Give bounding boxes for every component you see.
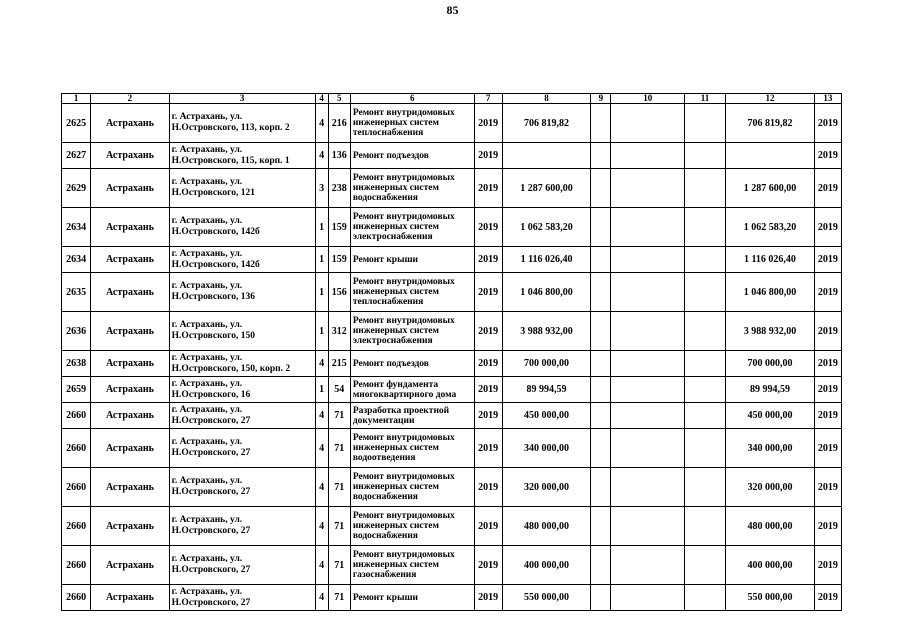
work-type-line: теплоснабжения [352,297,424,307]
table-row [62,377,842,403]
total-cost-cell: 320 000,00 [502,468,591,507]
col-11-cell [684,351,725,377]
work-type-line: газоснабжения [352,570,417,580]
address-line: Н.Островского, 27 [171,526,251,536]
plan-year-cell: 2019 [474,169,502,208]
address-cell [169,104,315,143]
table-row [62,169,842,208]
total-cost-cell: 340 000,00 [502,429,591,468]
work-type-line: инженерных систем [352,287,439,297]
address-line: Н.Островского, 27 [171,448,251,458]
total-cost-cell: 1 287 600,00 [502,169,591,208]
column-header-11: 11 [684,94,725,104]
fund-cost-cell: 1 287 600,00 [726,169,815,208]
municipality-cell: Астрахань [91,208,170,247]
municipality-cell: Астрахань [91,312,170,351]
col-11-cell [684,247,725,273]
apartments-cell: 156 [328,273,350,312]
col-10-cell [611,468,684,507]
col-11-cell [684,546,725,585]
address-line: Н.Островского, 16 [171,389,251,400]
object-id-cell: 2636 [62,312,91,351]
column-header-9: 9 [591,94,611,104]
work-type-line: Ремонт фундамента [352,379,439,390]
column-header-4: 4 [315,94,328,104]
col-10-cell [611,377,684,403]
apartments-cell: 159 [328,247,350,273]
building-class-cell: 1 [315,208,328,247]
column-header-7: 7 [474,94,502,104]
completion-year-cell: 2019 [814,507,841,546]
fund-cost-cell: 89 994,59 [726,377,815,403]
plan-year-cell: 2019 [474,429,502,468]
completion-year-cell: 2019 [814,143,841,169]
total-cost-cell [502,143,591,169]
address-line: Н.Островского, 27 [171,487,251,497]
object-id-cell: 2634 [62,208,91,247]
page-number: 85 [446,3,459,17]
plan-year-cell: 2019 [474,403,502,429]
work-type-line: Ремонт внутридомовых [352,472,455,482]
object-id-cell: 2659 [62,377,91,403]
completion-year-cell: 2019 [814,585,841,611]
col-9-cell [591,468,611,507]
completion-year-cell: 2019 [814,468,841,507]
apartments-cell: 54 [328,377,350,403]
fund-cost-cell: 1 062 583,20 [726,208,815,247]
municipality-cell: Астрахань [91,104,170,143]
apartments-cell: 216 [328,104,350,143]
address-line: Н.Островского, 113, корп. 2 [171,123,290,133]
municipality-cell: Астрахань [91,273,170,312]
plan-year-cell: 2019 [474,507,502,546]
fund-cost-cell: 400 000,00 [726,546,815,585]
repair-registry-table [61,93,842,611]
apartments-cell: 71 [328,429,350,468]
work-type-cell [350,208,474,247]
col-10-cell [611,507,684,546]
work-type-cell [350,585,474,611]
municipality-cell: Астрахань [91,429,170,468]
table-row [62,104,842,143]
municipality-cell: Астрахань [91,143,170,169]
work-type-cell [350,429,474,468]
fund-cost-cell: 700 000,00 [726,351,815,377]
object-id-cell: 2635 [62,273,91,312]
table-row [62,273,842,312]
work-type-line: инженерных систем [352,560,439,570]
col-10-cell [611,312,684,351]
total-cost-cell: 89 994,59 [502,377,591,403]
col-11-cell [684,429,725,468]
work-type-line: Ремонт внутридомовых [352,277,455,287]
table-row [62,208,842,247]
apartments-cell: 71 [328,468,350,507]
col-9-cell [591,377,611,403]
work-type-cell [350,403,474,429]
address-line: г. Астрахань, ул. [171,248,243,259]
building-class-cell: 4 [315,143,328,169]
col-9-cell [591,208,611,247]
work-type-line: Ремонт внутридомовых [352,212,455,222]
address-line: г. Астрахань, ул. [171,216,243,226]
building-class-cell: 4 [315,403,328,429]
plan-year-cell: 2019 [474,351,502,377]
work-type-cell [350,104,474,143]
object-id-cell: 2660 [62,507,91,546]
address-cell [169,468,315,507]
col-10-cell [611,104,684,143]
address-cell [169,351,315,377]
work-type-line: Разработка проектной [352,405,450,416]
work-type-line: инженерных систем [352,118,439,128]
col-10-cell [611,208,684,247]
plan-year-cell: 2019 [474,312,502,351]
address-line: Н.Островского, 27 [171,565,251,575]
municipality-cell: Астрахань [91,351,170,377]
work-type-line: электроснабжения [352,336,433,346]
plan-year-cell: 2019 [474,247,502,273]
work-type-cell [350,273,474,312]
col-10-cell [611,143,684,169]
work-type-line: Ремонт крыши [352,254,418,265]
completion-year-cell: 2019 [814,546,841,585]
work-type-line: водоотведения [352,453,416,463]
total-cost-cell: 700 000,00 [502,351,591,377]
building-class-cell: 1 [315,247,328,273]
address-line: г. Астрахань, ул. [171,177,243,187]
col-10-cell [611,247,684,273]
building-class-cell: 4 [315,351,328,377]
address-line: г. Астрахань, ул. [171,515,243,525]
col-11-cell [684,468,725,507]
building-class-cell: 1 [315,377,328,403]
table-row [62,247,842,273]
col-11-cell [684,104,725,143]
object-id-cell: 2660 [62,429,91,468]
table-row [62,585,842,611]
plan-year-cell: 2019 [474,585,502,611]
object-id-cell: 2629 [62,169,91,208]
plan-year-cell: 2019 [474,143,502,169]
work-type-line: Ремонт подъездов [352,150,429,161]
apartments-cell: 71 [328,546,350,585]
column-header-1: 1 [62,94,91,104]
fund-cost-cell: 450 000,00 [726,403,815,429]
table-row [62,351,842,377]
col-11-cell [684,403,725,429]
total-cost-cell: 400 000,00 [502,546,591,585]
work-type-line: Ремонт внутридомовых [352,511,455,521]
work-type-line: документации [352,415,415,426]
work-type-line: инженерных систем [352,183,439,193]
object-id-cell: 2634 [62,247,91,273]
col-11-cell [684,312,725,351]
completion-year-cell: 2019 [814,377,841,403]
total-cost-cell: 450 000,00 [502,403,591,429]
fund-cost-cell: 320 000,00 [726,468,815,507]
col-9-cell [591,247,611,273]
municipality-cell: Астрахань [91,507,170,546]
address-line: г. Астрахань, ул. [171,320,243,330]
work-type-line: Ремонт внутридомовых [352,108,455,118]
address-cell [169,546,315,585]
address-line: г. Астрахань, ул. [171,112,243,122]
apartments-cell: 136 [328,143,350,169]
fund-cost-cell: 1 046 800,00 [726,273,815,312]
col-10-cell [611,273,684,312]
fund-cost-cell: 3 988 932,00 [726,312,815,351]
municipality-cell: Астрахань [91,377,170,403]
col-11-cell [684,377,725,403]
fund-cost-cell: 480 000,00 [726,507,815,546]
municipality-cell: Астрахань [91,403,170,429]
building-class-cell: 4 [315,468,328,507]
apartments-cell: 159 [328,208,350,247]
address-line: г. Астрахань, ул. [171,554,243,564]
apartments-cell: 312 [328,312,350,351]
address-line: г. Астрахань, ул. [171,281,243,291]
col-9-cell [591,585,611,611]
total-cost-cell: 1 062 583,20 [502,208,591,247]
work-type-line: инженерных систем [352,482,439,492]
col-10-cell [611,429,684,468]
address-line: Н.Островского, 136 [171,292,256,302]
work-type-cell [350,312,474,351]
address-cell [169,585,315,611]
fund-cost-cell: 550 000,00 [726,585,815,611]
address-line: Н.Островского, 150, корп. 2 [171,363,291,374]
col-9-cell [591,546,611,585]
address-line: г. Астрахань, ул. [171,586,243,597]
plan-year-cell: 2019 [474,273,502,312]
apartments-cell: 71 [328,403,350,429]
object-id-cell: 2660 [62,546,91,585]
address-line: г. Астрахань, ул. [171,144,243,155]
col-9-cell [591,507,611,546]
col-9-cell [591,104,611,143]
address-cell [169,403,315,429]
col-10-cell [611,351,684,377]
address-line: Н.Островского, 27 [171,597,251,608]
column-header-3: 3 [169,94,315,104]
completion-year-cell: 2019 [814,351,841,377]
plan-year-cell: 2019 [474,546,502,585]
work-type-line: Ремонт внутридомовых [352,550,455,560]
col-11-cell [684,143,725,169]
plan-year-cell: 2019 [474,468,502,507]
col-10-cell [611,585,684,611]
work-type-cell [350,247,474,273]
col-10-cell [611,169,684,208]
completion-year-cell: 2019 [814,104,841,143]
apartments-cell: 215 [328,351,350,377]
work-type-line: электроснабжения [352,232,433,242]
col-9-cell [591,403,611,429]
table-row [62,468,842,507]
work-type-line: Ремонт внутридомовых [352,173,455,183]
table-row [62,546,842,585]
column-header-10: 10 [611,94,684,104]
plan-year-cell: 2019 [474,377,502,403]
work-type-line: Ремонт внутридомовых [352,433,455,443]
address-line: Н.Островского, 121 [171,188,256,198]
total-cost-cell: 1 116 026,40 [502,247,591,273]
building-class-cell: 3 [315,169,328,208]
municipality-cell: Астрахань [91,546,170,585]
building-class-cell: 1 [315,312,328,351]
col-9-cell [591,169,611,208]
column-number-row [62,94,842,104]
column-header-13: 13 [814,94,841,104]
address-line: г. Астрахань, ул. [171,352,243,363]
completion-year-cell: 2019 [814,247,841,273]
completion-year-cell: 2019 [814,403,841,429]
apartments-cell: 71 [328,585,350,611]
total-cost-cell: 480 000,00 [502,507,591,546]
address-cell [169,507,315,546]
apartments-cell: 71 [328,507,350,546]
work-type-line: водоснабжения [352,531,418,541]
work-type-line: водоснабжения [352,492,418,502]
col-11-cell [684,507,725,546]
building-class-cell: 4 [315,507,328,546]
work-type-line: теплоснабжения [352,128,424,138]
municipality-cell: Астрахань [91,169,170,208]
address-cell [169,247,315,273]
work-type-line: водоснабжения [352,193,418,203]
work-type-line: инженерных систем [352,521,439,531]
address-line: Н.Островского, 115, корп. 1 [171,155,290,166]
table-row [62,403,842,429]
apartments-cell: 238 [328,169,350,208]
fund-cost-cell [726,143,815,169]
completion-year-cell: 2019 [814,429,841,468]
col-11-cell [684,208,725,247]
building-class-cell: 4 [315,585,328,611]
address-line: г. Астрахань, ул. [171,476,243,486]
col-9-cell [591,351,611,377]
col-11-cell [684,169,725,208]
plan-year-cell: 2019 [474,104,502,143]
table-row [62,429,842,468]
total-cost-cell: 1 046 800,00 [502,273,591,312]
object-id-cell: 2660 [62,585,91,611]
col-9-cell [591,312,611,351]
table-row [62,312,842,351]
work-type-line: инженерных систем [352,443,439,453]
work-type-line: инженерных систем [352,326,439,336]
work-type-cell [350,143,474,169]
work-type-cell [350,507,474,546]
work-type-line: Ремонт подъездов [352,358,429,369]
col-11-cell [684,273,725,312]
completion-year-cell: 2019 [814,312,841,351]
total-cost-cell: 706 819,82 [502,104,591,143]
object-id-cell: 2660 [62,468,91,507]
fund-cost-cell: 1 116 026,40 [726,247,815,273]
address-cell [169,208,315,247]
object-id-cell: 2625 [62,104,91,143]
table-row [62,507,842,546]
completion-year-cell: 2019 [814,208,841,247]
address-line: г. Астрахань, ул. [171,378,243,389]
col-11-cell [684,585,725,611]
work-type-cell [350,351,474,377]
object-id-cell: 2660 [62,403,91,429]
address-cell [169,273,315,312]
table-row [62,143,842,169]
work-type-line: многоквартирного дома [352,389,457,400]
work-type-cell [350,468,474,507]
address-cell [169,143,315,169]
column-header-5: 5 [328,94,350,104]
address-line: Н.Островского, 27 [171,415,251,426]
work-type-cell [350,377,474,403]
completion-year-cell: 2019 [814,273,841,312]
object-id-cell: 2627 [62,143,91,169]
address-line: г. Астрахань, ул. [171,437,243,447]
address-cell [169,377,315,403]
work-type-line: Ремонт крыши [352,592,418,603]
municipality-cell: Астрахань [91,585,170,611]
object-id-cell: 2638 [62,351,91,377]
building-class-cell: 4 [315,104,328,143]
building-class-cell: 4 [315,429,328,468]
total-cost-cell: 3 988 932,00 [502,312,591,351]
fund-cost-cell: 340 000,00 [726,429,815,468]
work-type-cell [350,169,474,208]
address-line: Н.Островского, 142б [171,259,260,270]
address-line: Н.Островского, 142б [171,227,260,237]
column-header-2: 2 [91,94,170,104]
work-type-cell [350,546,474,585]
plan-year-cell: 2019 [474,208,502,247]
address-cell [169,312,315,351]
address-line: Н.Островского, 150 [171,331,256,341]
address-line: г. Астрахань, ул. [171,404,243,415]
column-header-8: 8 [502,94,591,104]
work-type-line: инженерных систем [352,222,439,232]
address-cell [169,169,315,208]
building-class-cell: 4 [315,546,328,585]
municipality-cell: Астрахань [91,468,170,507]
municipality-cell: Астрахань [91,247,170,273]
col-10-cell [611,403,684,429]
col-9-cell [591,143,611,169]
column-header-12: 12 [726,94,815,104]
col-9-cell [591,429,611,468]
address-cell [169,429,315,468]
col-10-cell [611,546,684,585]
building-class-cell: 1 [315,273,328,312]
completion-year-cell: 2019 [814,169,841,208]
col-9-cell [591,273,611,312]
fund-cost-cell: 706 819,82 [726,104,815,143]
total-cost-cell: 550 000,00 [502,585,591,611]
work-type-line: Ремонт внутридомовых [352,316,455,326]
column-header-6: 6 [350,94,474,104]
